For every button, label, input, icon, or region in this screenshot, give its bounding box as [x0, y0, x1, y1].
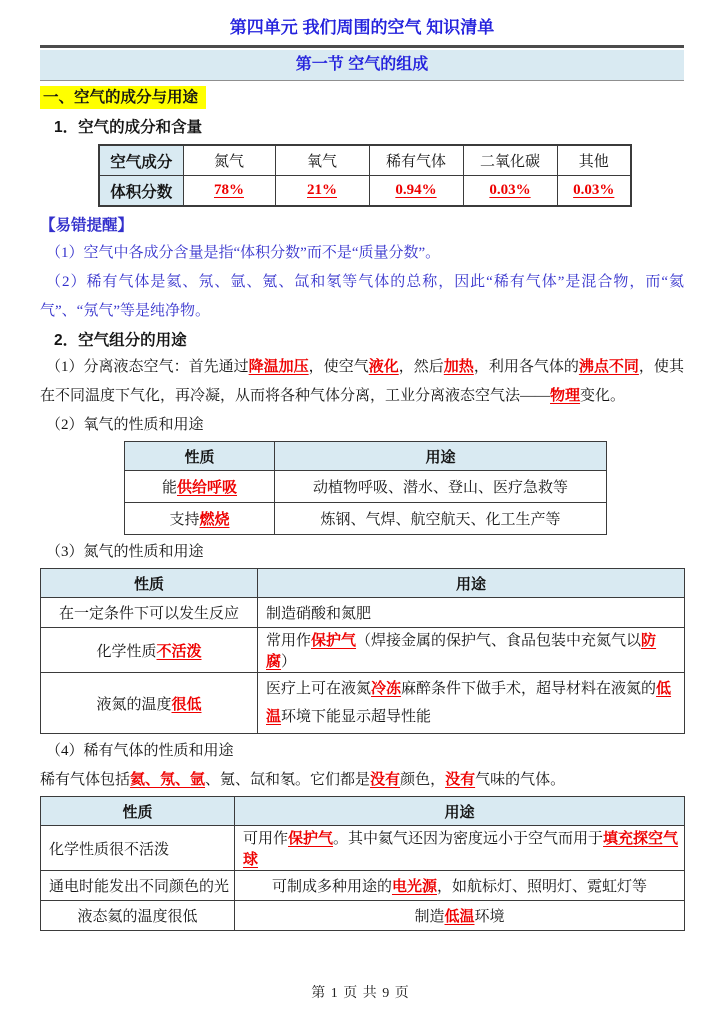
- emphasis-text: 降温加压: [248, 359, 309, 375]
- highlight-heading-row: [40, 86, 684, 109]
- separation-paragraph: [40, 353, 684, 411]
- usage-header-cell: 用途: [235, 797, 685, 826]
- title-divider: [40, 45, 684, 48]
- plain-text: 制造硝酸和氮肥: [266, 606, 372, 622]
- composition-table: [98, 144, 632, 207]
- comp-gas-cell: 二氧化碳: [463, 145, 557, 176]
- oxygen-table-label: （2）氧气的性质和用途: [46, 417, 204, 433]
- plain-text: 通电时能发出不同颜色的光: [49, 879, 230, 895]
- comp-gas-cell: 稀有气体: [369, 145, 463, 176]
- plain-text: 制造: [414, 909, 445, 925]
- plain-text: ，使其在不同温度下气化，再冷凝，从而将各种气体分离，工业分离液态空气法——: [40, 359, 684, 404]
- emphasis-text: 保护气: [288, 831, 334, 847]
- nitrogen-table: [40, 568, 685, 734]
- subheading-uses: 2．空气组分的用途: [54, 332, 187, 349]
- table-row: [125, 471, 607, 503]
- property-cell: [125, 503, 275, 535]
- plain-text: 支持: [169, 512, 200, 528]
- plain-text: ，如航标灯、照明灯、霓虹灯等: [437, 879, 648, 895]
- comp-gas-cell: 氮气: [183, 145, 275, 176]
- comp-fraction-cell: 0.94%: [369, 176, 463, 207]
- comp-row-header: 空气成分: [99, 145, 183, 176]
- emphasis-text: 保护气: [311, 633, 357, 649]
- plain-text: 常用作: [266, 633, 312, 649]
- emphasis-text: 燃烧: [199, 512, 230, 528]
- comp-fraction-cell: 21%: [275, 176, 369, 207]
- property-cell: [125, 471, 275, 503]
- table-header-row: [41, 569, 685, 598]
- emphasis-text: 冷冻: [371, 681, 402, 697]
- plain-text: 、氪、氙和氡。它们都是: [205, 772, 371, 788]
- plain-text: 炼钢、气焊、航空航天、化工生产等: [320, 512, 561, 528]
- plain-text: 化学性质: [96, 643, 157, 660]
- table-row: [41, 901, 685, 931]
- table-row: [41, 673, 685, 734]
- plain-text: （焊接金属的保护气、食品包装中充氮气以: [356, 633, 642, 649]
- page-footer: 第 1 页 共 9 页: [311, 986, 410, 1001]
- comp-fraction-cell: 0.03%: [557, 176, 631, 207]
- property-header-cell: 性质: [41, 569, 258, 598]
- table-row: [41, 598, 685, 628]
- composition-value-row: [99, 176, 631, 207]
- table-row: [125, 503, 607, 535]
- plain-text: 麻醉条件下做手术，超导材料在液氮的: [401, 681, 657, 697]
- usage-cell: [258, 598, 685, 628]
- emphasis-text: 电光源: [391, 879, 437, 895]
- tip-heading: 【易错提醒】: [40, 217, 134, 234]
- usage-cell: [275, 471, 607, 503]
- rare-gas-paragraph: [40, 766, 684, 795]
- document-title: 第四单元 我们周围的空气 知识清单: [229, 18, 495, 37]
- emphasis-text: 沸点不同: [578, 359, 639, 375]
- property-cell: [41, 673, 258, 734]
- plain-text: 化学性质很不活泼: [49, 841, 170, 858]
- subheading-composition: 1．空气的成分和含量: [54, 119, 203, 136]
- plain-text: 可制成多种用途的: [271, 879, 392, 895]
- table-row: [41, 826, 685, 871]
- section-banner-label: 第一节 空气的组成: [295, 56, 429, 73]
- usage-cell: [235, 871, 685, 901]
- table-header-row: [125, 442, 607, 471]
- property-header-cell: 性质: [41, 797, 235, 826]
- rare-gas-table: [40, 796, 685, 931]
- plain-text: 颜色，: [400, 772, 446, 788]
- comp-gas-cell: 氧气: [275, 145, 369, 176]
- section-banner: [40, 50, 684, 81]
- table-row: [41, 871, 685, 901]
- nitrogen-table-label: （3）氮气的性质和用途: [46, 544, 204, 560]
- emphasis-text: 氦、氖、氩: [130, 772, 206, 788]
- usage-header-cell: 用途: [275, 442, 607, 471]
- comp-fraction-cell: 78%: [183, 176, 275, 207]
- emphasis-text: 很低: [171, 696, 202, 713]
- plain-text: 动植物呼吸、潜水、登山、医疗急救等: [312, 480, 568, 496]
- plain-text: 气味的气体。: [475, 772, 566, 788]
- tip-item: （2）稀有气体是氦、氖、氩、氪、氙和氡等气体的总称，因此“稀有气体”是混合物，而“氦气”、“氖气”等是纯净物。: [40, 274, 684, 319]
- emphasis-text: 填充探空气球: [243, 831, 679, 868]
- usage-header-cell: 用途: [258, 569, 685, 598]
- emphasis-text: 不活泼: [156, 643, 202, 660]
- highlight-heading: 一、空气的成分与用途: [40, 86, 206, 109]
- property-cell: [41, 826, 235, 871]
- plain-text: 环境: [474, 909, 505, 925]
- plain-text: 稀有气体包括: [40, 772, 131, 788]
- usage-cell: [275, 503, 607, 535]
- emphasis-text: 没有: [445, 772, 476, 788]
- plain-text: 能: [161, 480, 177, 496]
- plain-text: ，利用各气体的: [473, 359, 579, 375]
- tip-item: （1）空气中各成分含量是指“体积分数”而不是“质量分数”。: [46, 245, 441, 261]
- plain-text: 环境下能显示超导性能: [281, 709, 432, 725]
- emphasis-text: 防腐: [266, 633, 657, 670]
- plain-text: ，使空气: [308, 359, 369, 375]
- emphasis-text: 低温: [444, 909, 475, 925]
- property-cell: [41, 871, 235, 901]
- plain-text: ）: [281, 654, 297, 670]
- emphasis-text: 加热: [443, 359, 474, 375]
- plain-text: 可用作: [243, 831, 289, 847]
- plain-text: 医疗上可在液氮: [266, 681, 372, 697]
- comp-fraction-cell: 0.03%: [463, 176, 557, 207]
- property-cell: [41, 901, 235, 931]
- table-row: [41, 628, 685, 673]
- composition-header-row: [99, 145, 631, 176]
- usage-cell: [258, 673, 685, 734]
- table-header-row: [41, 797, 685, 826]
- emphasis-text: 没有: [370, 772, 401, 788]
- comp-row-header: 体积分数: [99, 176, 183, 207]
- emphasis-text: 物理: [550, 388, 581, 404]
- comp-gas-cell: 其他: [557, 145, 631, 176]
- emphasis-text: 供给呼吸: [177, 480, 238, 496]
- emphasis-text: 液化: [368, 359, 399, 375]
- property-cell: [41, 598, 258, 628]
- plain-text: （1）分离液态空气：首先通过: [46, 359, 249, 375]
- plain-text: 液氮的温度: [96, 696, 172, 713]
- plain-text: 液态氦的温度很低: [77, 909, 198, 925]
- emphasis-text: 低温: [266, 681, 672, 725]
- property-header-cell: 性质: [125, 442, 275, 471]
- plain-text: 变化。: [580, 388, 626, 404]
- usage-cell: [258, 628, 685, 673]
- rare-gas-label: （4）稀有气体的性质和用途: [46, 743, 234, 759]
- oxygen-table: [124, 441, 607, 535]
- plain-text: 。其中氦气还因为密度远小于空气而用于: [333, 831, 604, 847]
- property-cell: [41, 628, 258, 673]
- plain-text: 在一定条件下可以发生反应: [58, 606, 239, 622]
- usage-cell: [235, 901, 685, 931]
- plain-text: ，然后: [398, 359, 444, 375]
- usage-cell: [235, 826, 685, 871]
